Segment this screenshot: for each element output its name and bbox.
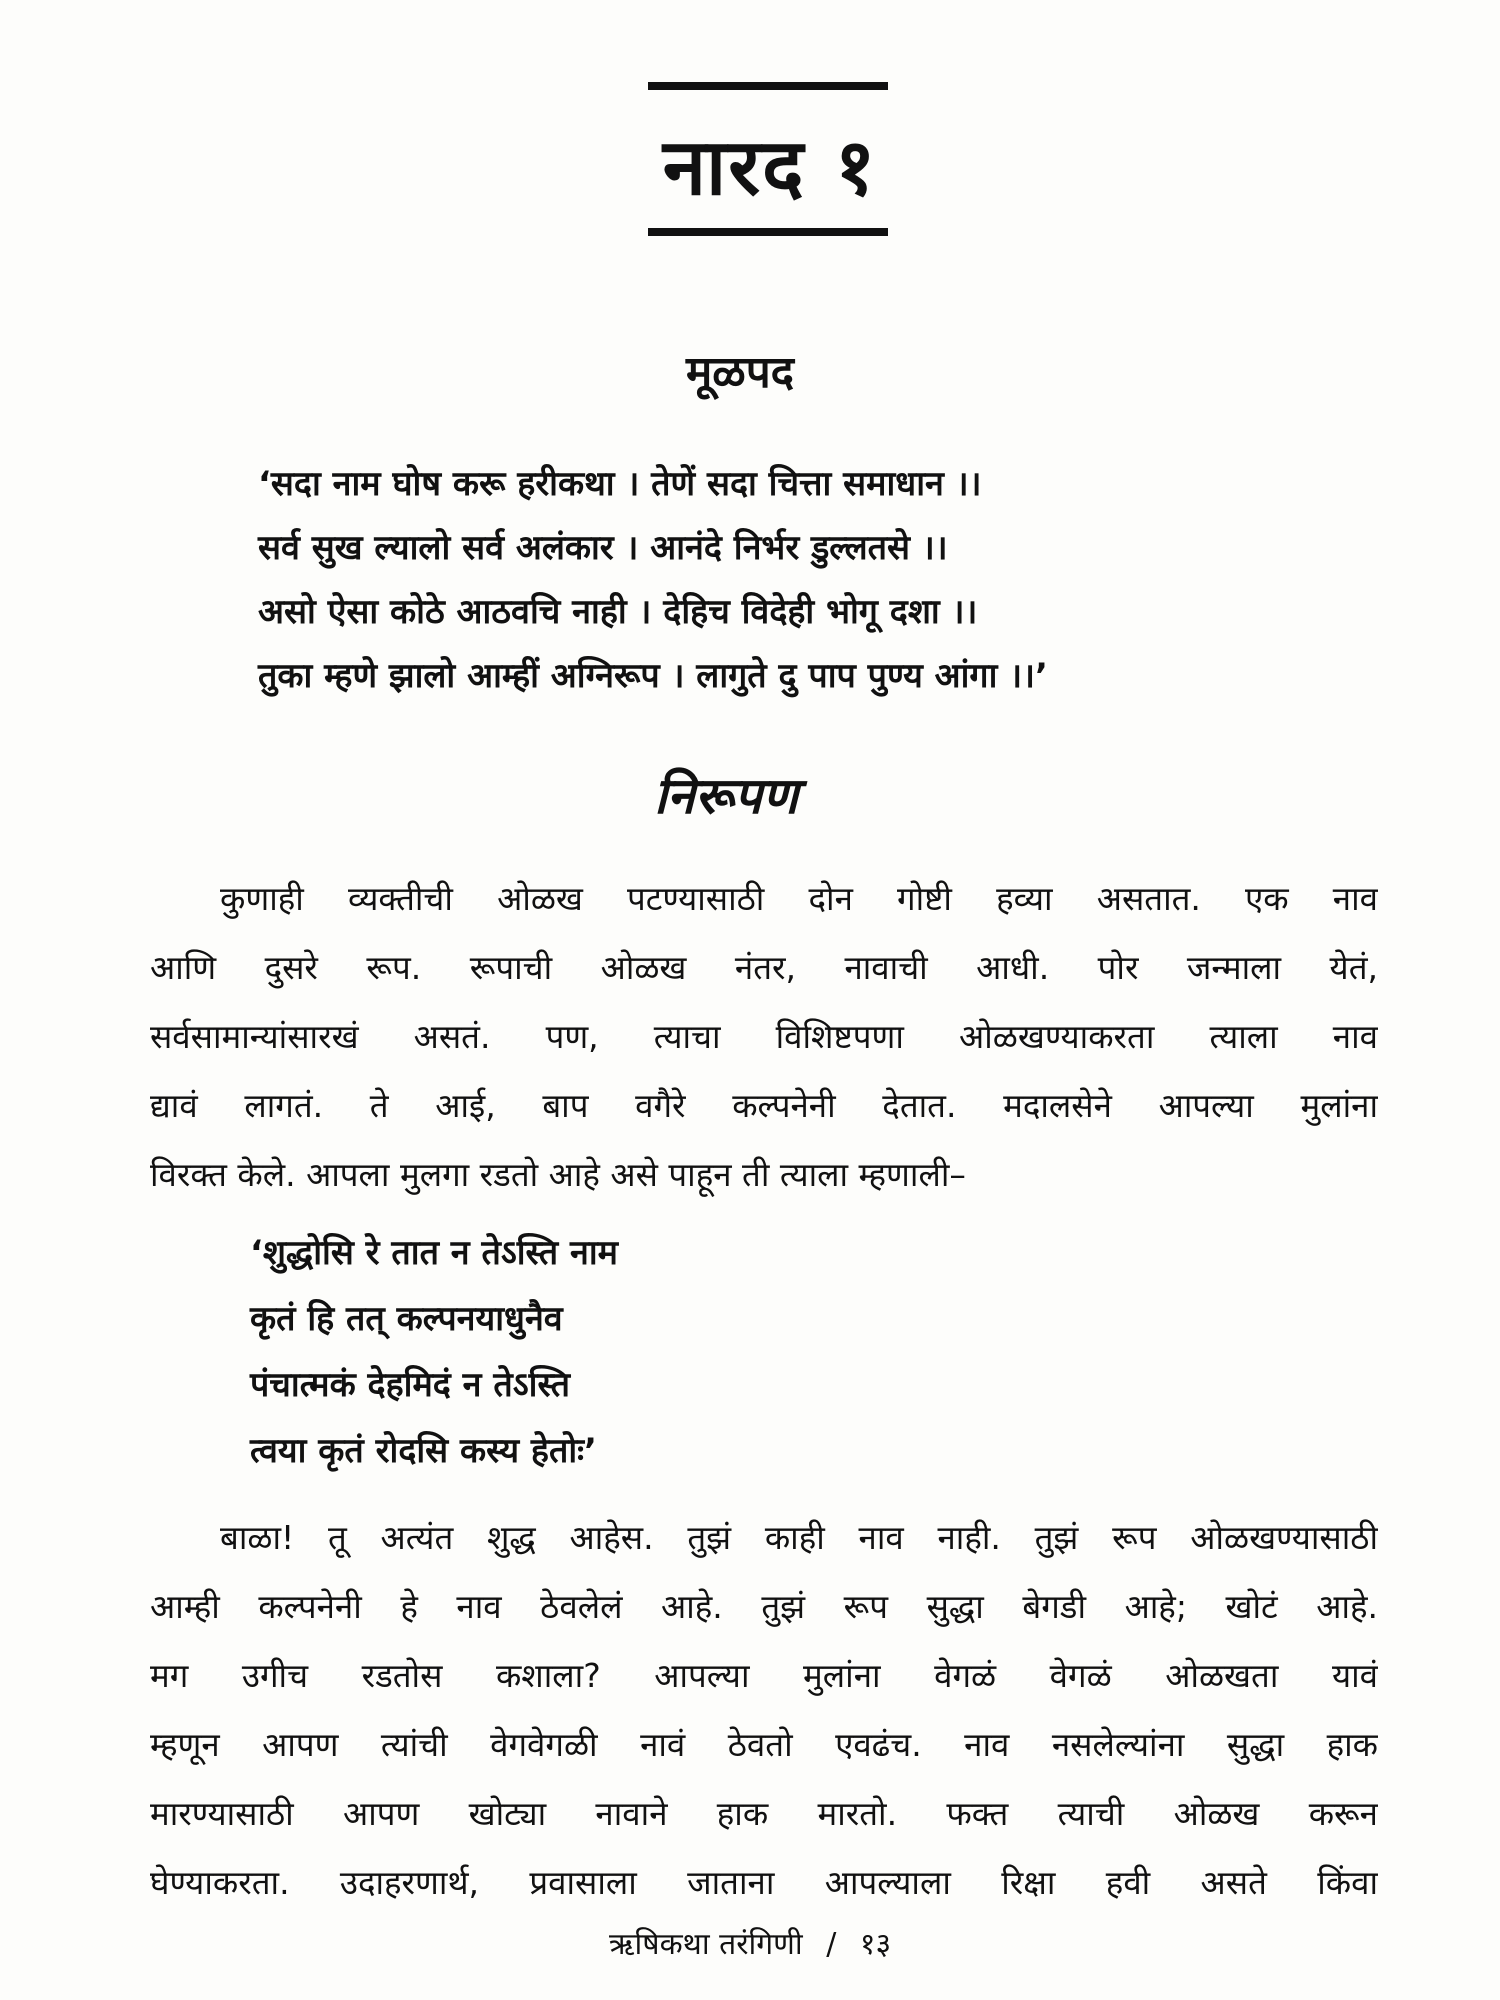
paragraph-line: घेण्याकरता. उदाहरणार्थ, प्रवासाला जाताना आपल्याला रिक्षा हवी असते किंवा (150, 1863, 1378, 1902)
paragraph-1 (150, 864, 1378, 1209)
page-number: १३ (859, 1927, 892, 1962)
footer-separator: / (826, 1927, 837, 1962)
nirupan-heading: निरूपण (653, 767, 799, 825)
page-footer (0, 1925, 1500, 1965)
paragraph-line: विरक्त केले. आपला मुलगा रडतो आहे असे पाहून ती त्याला म्हणाली– (150, 1155, 966, 1194)
paragraph-line: मग उगीच रडतोस कशाला? आपल्या मुलांना वेगळं वेगळं ओळखता यावं (150, 1656, 1378, 1695)
paragraph-line: कुणाही व्यक्तीची ओळख पटण्यासाठी दोन गोष्टी हव्या असतात. एक नाव (220, 879, 1378, 918)
paragraph-line: द्यावं लागतं. ते आई, बाप वगैरे कल्पनेनी देतात. मदालसेने आपल्या मुलांना (150, 1086, 1378, 1125)
title-rule-bottom (648, 228, 888, 236)
sloka-line: पंचात्मकं देहमिदं न तेऽस्ति (250, 1365, 571, 1405)
verse-line: ‘सदा नाम घोष करू हरीकथा । तेणें सदा चित्ता समाधान ।। (258, 464, 982, 504)
verse-line: असो ऐसा कोठे आठवचि नाही । देहिच विदेही भोगू दशा ।। (258, 592, 978, 632)
verse-line: सर्व सुख ल्यालो सर्व अलंकार । आनंदे निर्भर डुल्लतसे ।। (258, 528, 948, 568)
paragraph-line: आणि दुसरे रूप. रूपाची ओळख नंतर, नावाची आधी. पोर जन्माला येतं, (150, 948, 1378, 987)
mulpad-heading: मूळपद (685, 347, 795, 398)
chapter-title: नारद १ (662, 123, 878, 213)
title-rule-top (648, 82, 888, 90)
book-title: ऋषिकथा तरंगिणी (608, 1927, 803, 1962)
paragraph-line: आम्ही कल्पनेनी हे नाव ठेवलेलं आहे. तुझं रूप सुद्धा बेगडी आहे; खोटं आहे. (150, 1587, 1378, 1626)
verse-line: तुका म्हणे झालो आम्हीं अग्निरूप । लागुते दु पाप पुण्य आंगा ।।’ (258, 656, 1048, 696)
paragraph-line: मारण्यासाठी आपण खोट्या नावाने हाक मारतो. फक्त त्याची ओळख करून (150, 1794, 1378, 1833)
paragraph-line: बाळा! तू अत्यंत शुद्ध आहेस. तुझं काही नाव नाही. तुझं रूप ओळखण्यासाठी (220, 1518, 1378, 1557)
sloka-line: कृतं हि तत् कल्पनयाधुनैव (250, 1299, 563, 1339)
sloka-line: ‘शुद्धोसि रे तात न तेऽस्ति नाम (250, 1233, 619, 1273)
mulpad-verse (258, 452, 1378, 708)
paragraph-line: सर्वसामान्यांसारखं असतं. पण, त्याचा विशिष्टपणा ओळखण्याकरता त्याला नाव (150, 1017, 1378, 1056)
paragraph-line: म्हणून आपण त्यांची वेगवेगळी नावं ठेवतो एवढंच. नाव नसलेल्यांना सुद्धा हाक (150, 1725, 1378, 1764)
paragraph-2 (150, 1503, 1378, 1917)
sloka-line: त्वया कृतं रोदसि कस्य हेतोः’ (250, 1431, 597, 1471)
sanskrit-sloka (250, 1220, 1150, 1484)
